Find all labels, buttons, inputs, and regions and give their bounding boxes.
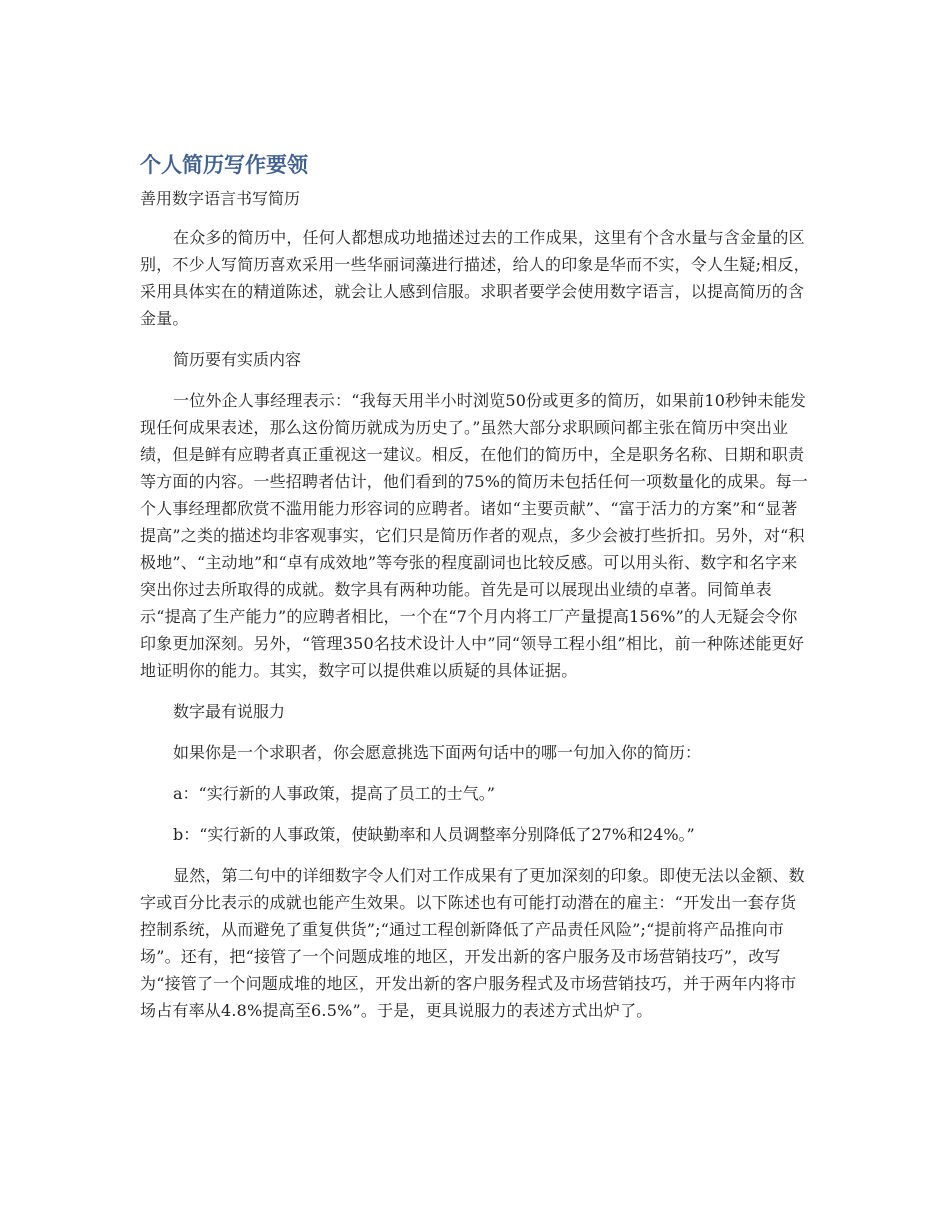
document-page xyxy=(140,150,812,1038)
option-b: b：“实行新的人事政策，使缺勤率和人员调整率分别降低了27%和24%。” xyxy=(173,825,695,844)
section-heading-numbers: 数字最有说服力 xyxy=(173,702,286,721)
paragraph-hr-manager: 一位外企人事经理表示：“我每天用半小时浏览50份或更多的简历，如果前10秒钟未能发现任何成果表述，那么这份简历就成为历史了。”虽然大部分求职顾问都主张在简历中突出业绩，但是鲜有应聘者真正重视这一建议。相反，在他们的简历中，全是职务名称、日期和职责等方面的内容。一些招聘者估计，他们看到的75%的简历未包括任何一项数量化的成果。每一个人事经理都欣赏不滥用能力形容词的应聘者。诸如“主要贡献”、“富于活力的方案”和“显著提高”之类的描述均非客观事实，它们只是简历作者的观点，多少会被打些折扣。另外，对“积极地”、“主动地”和“卓有成效地”等夸张的程度副词也比较反感。可以用头衔、数字和名字来突出你过去所取得的成就。数字具有两种功能。首先是可以展现出业绩的卓著。同简单表示“提高了生产能力”的应聘者相比，一个在“7个月内将工厂产量提高156%”的人无疑会令你印象更加深刻。另外，“管理350名技术设计人中”同“领导工程小组”相比，前一种陈述能更好地证明你的能力。其实，数字可以提供难以质疑的具体证据。 xyxy=(140,391,808,680)
section-heading-substance: 简历要有实质内容 xyxy=(173,350,302,369)
paragraph-intro: 在众多的简历中，任何人都想成功地描述过去的工作成果，这里有个含水量与含金量的区别，不少人写简历喜欢采用一些华丽词藻进行描述，给人的印象是华而不实，令人生疑;相反，采用具体实在的精道陈述，就会让人感到信服。求职者要学会使用数字语言，以提高简历的含金量。 xyxy=(140,228,810,328)
document-subtitle: 善用数字语言书写简历 xyxy=(140,189,301,208)
document-title: 个人简历写作要领 xyxy=(140,153,308,177)
paragraph-question: 如果你是一个求职者，你会愿意挑选下面两句话中的哪一句加入你的简历： xyxy=(173,743,702,762)
paragraph-conclusion: 显然，第二句中的详细数字令人们对工作成果有了更加深刻的印象。即使无法以金额、数字或百分比表示的成就也能产生效果。以下陈述也有可能打动潜在的雇主：“开发出一套存货控制系统，从而避免了重复供货”;“通过工程创新降低了产品责任风险”;“提前将产品推向市场”。还有，把“接管了一个问题成堆的地区，开发出新的客户服务及市场营销技巧”，改写为“接管了一个问题成堆的地区，开发出新的客户服务程式及市场营销技巧，并于两年内将市场占有率从4.8%提高至6.5%”。于是，更具说服力的表述方式出炉了。 xyxy=(140,866,805,1020)
option-a: a：“实行新的人事政策，提高了员工的士气。” xyxy=(173,784,495,803)
